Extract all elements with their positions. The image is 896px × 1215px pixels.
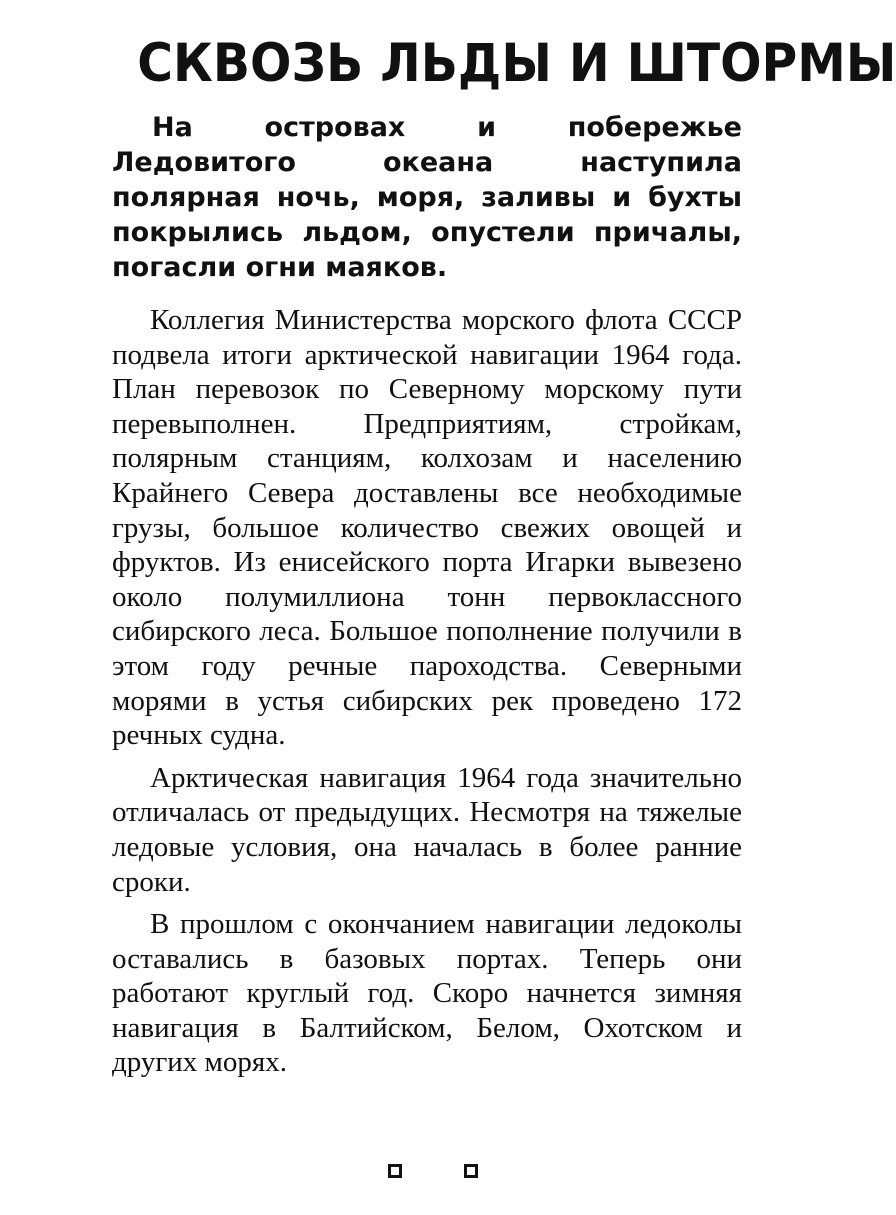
- article-paragraph-3: В прошлом с окончанием навигации ледоколы оставались в базовых портах. Теперь они работают круглый год. Скоро начнется зимняя навигация в Балтийском, Белом, Охотском и других морях.: [112, 908, 742, 1079]
- newspaper-article: [112, 32, 896, 1088]
- article-paragraph-2: Арктическая навигация 1964 года значительно отличалась от предыдущих. Несмотря на тяжелые ледовые условия, она началась в более ранние сроки.: [112, 761, 742, 898]
- square-icon: [464, 1164, 478, 1178]
- square-icon: [388, 1164, 402, 1178]
- article-paragraph-1: Коллегия Министерства морского флота СССР подвела итоги арктической навигации 1964 года. План перевозок по Северному морскому пути перевыполнен. Предприятиям, стройкам, полярным станциям, колхозам и населению Крайнего Севера доставлены все необходимые грузы, большое количество свежих овощей и фруктов. Из енисейского порта Игарки вывезено около полумиллиона тонн первоклассного сибирского леса. Большое пополнение получили в этом году речные пароходства. Северными морями в устья сибирских рек проведено 172 речных судна.: [112, 304, 742, 752]
- article-lead: На островах и побережье Ледовитого океана наступила полярная ночь, моря, заливы и бухты покрылись льдом, опустели причалы, погасли огни маяков.: [112, 112, 742, 283]
- article-headline: СКВОЗЬ ЛЬДЫ И ШТОРМЫ: [137, 33, 896, 94]
- section-separator: [388, 1164, 478, 1178]
